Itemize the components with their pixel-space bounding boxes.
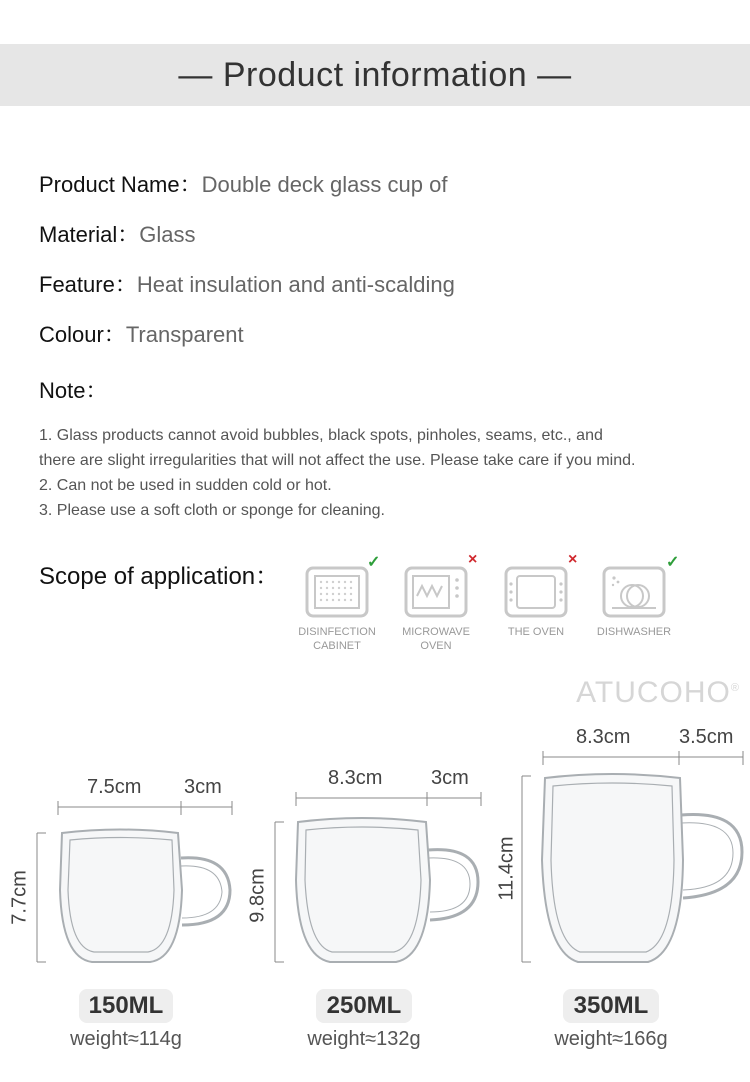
spec-value: Heat insulation and anti-scalding <box>136 272 455 297</box>
check-mark-icon: ✓ <box>367 554 381 571</box>
label-line: THE OVEN <box>507 626 565 638</box>
spec-value: Transparent <box>125 322 244 347</box>
spec-label: Feature： <box>39 272 137 297</box>
note-line: there are slight irregularities that will not affect the use. Please take care if you mind. <box>39 452 636 469</box>
label-line: DISHWASHER <box>596 626 672 638</box>
note-line: 2. Can not be used in sudden cold or hot. <box>39 477 332 494</box>
check-mark-icon: ✓ <box>666 554 680 571</box>
spec-label: Material： <box>39 222 140 247</box>
spec-value: Glass <box>139 222 196 247</box>
label-line: CABINET <box>313 640 361 652</box>
cup-250ml <box>296 818 478 962</box>
cup-width-label: 8.3cm <box>328 767 383 789</box>
capacity-badge: 350ML <box>563 989 659 1023</box>
capacity-badge: 150ML <box>79 989 173 1023</box>
page-title: — Product information — <box>178 55 572 94</box>
note-title: Note： <box>39 378 108 403</box>
handle-width-label: 3cm <box>184 776 222 798</box>
label-line: OVEN <box>420 640 452 652</box>
cup-height-label: 7.7cm <box>8 870 31 925</box>
cup-height-label: 9.8cm <box>246 868 269 923</box>
note-line: 1. Glass products cannot avoid bubbles, black spots, pinholes, seams, etc., and <box>39 427 603 444</box>
cross-mark-icon: × <box>568 551 578 568</box>
cross-mark-icon: × <box>468 551 478 568</box>
scope-title: Scope of application： <box>39 563 280 590</box>
weight-label: weight≈166g <box>554 1028 668 1050</box>
spec-value: Double deck glass cup of <box>201 172 448 197</box>
registered-mark: ® <box>730 682 740 694</box>
spec-label: Colour： <box>39 322 126 347</box>
weight-label: weight≈132g <box>307 1028 421 1050</box>
cup-height-label: 11.4cm <box>495 836 518 901</box>
note-line: 3. Please use a soft cloth or sponge for cleaning. <box>39 502 385 519</box>
capacity-badge: 250ML <box>316 989 412 1023</box>
cup-350ml <box>542 774 742 962</box>
label-line: DISINFECTION <box>298 626 376 638</box>
handle-width-label: 3cm <box>431 767 469 789</box>
label-line: MICROWAVE <box>402 626 470 638</box>
spec-label: Product Name： <box>39 172 202 197</box>
cup-width-label: 8.3cm <box>576 726 631 748</box>
weight-label: weight≈114g <box>70 1028 182 1050</box>
brand-name: ATUCOHO <box>576 676 731 709</box>
cup-150ml <box>60 830 230 963</box>
cup-width-label: 7.5cm <box>87 776 142 798</box>
handle-width-label: 3.5cm <box>679 726 734 748</box>
